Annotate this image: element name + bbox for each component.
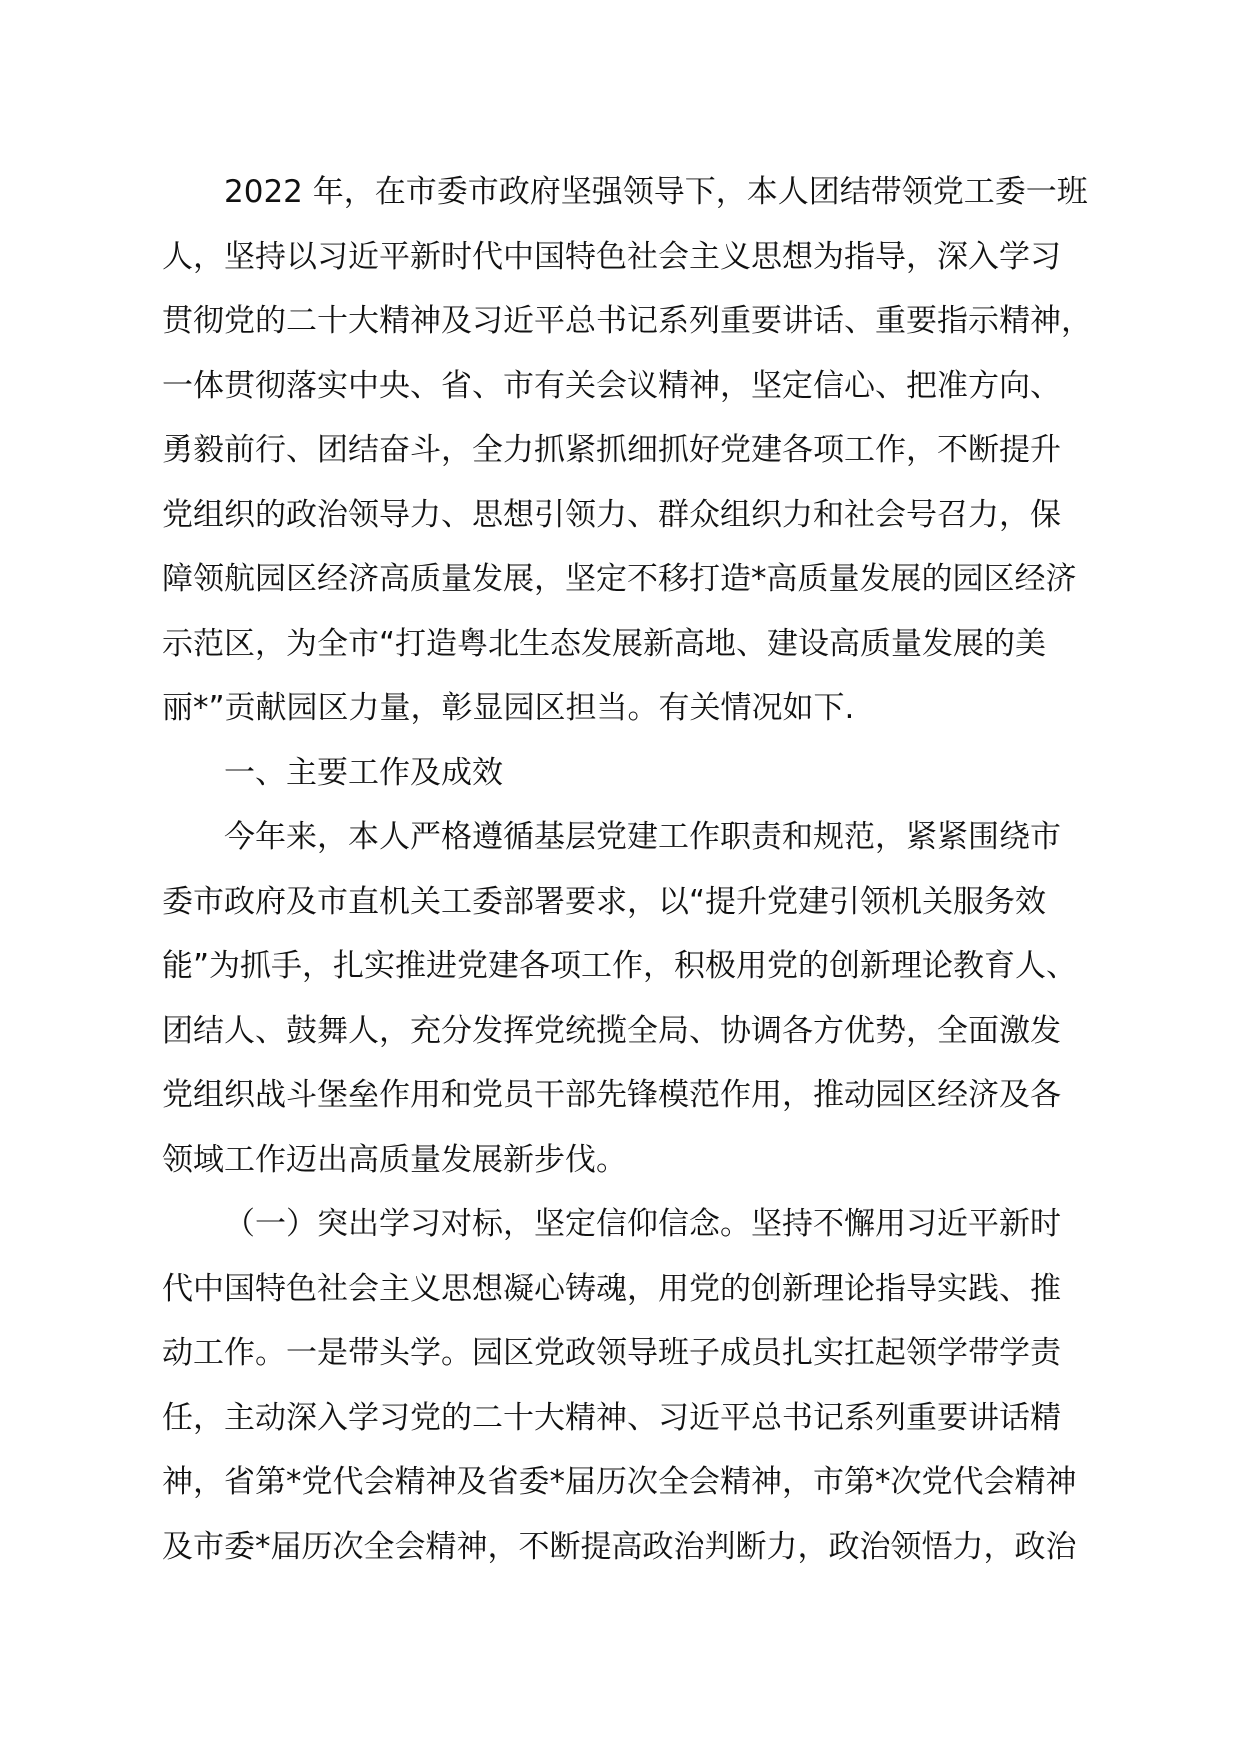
- text-line: 今年来，本人严格遵循基层党建工作职责和规范，紧紧围绕市: [224, 819, 1061, 855]
- document-body: [162, 170, 1122, 1589]
- text-line: 贯彻党的二十大精神及习近平总书记系列重要讲话、重要指示精神，: [162, 303, 1092, 339]
- text-line: 及市委*届历次全会精神，不断提高政治判断力，政治领悟力，政治: [162, 1528, 1077, 1565]
- text-line: 一、主要工作及成效: [224, 754, 503, 791]
- text-line: 一体贯彻落实中央、省、市有关会议精神，坚定信心、把准方向、: [162, 367, 1061, 404]
- text-line: 障领航园区经济高质量发展，坚定不移打造*高质量发展的园区经济: [162, 561, 1077, 597]
- text-line: 示范区，为全市“打造粤北生态发展新高地、建设高质量发展的美: [162, 625, 1047, 662]
- text-line: 团结人、鼓舞人，充分发挥党统揽全局、协调各方优势，全面激发: [162, 1012, 1061, 1049]
- text-line: 勇毅前行、团结奋斗，全力抓紧抓细抓好党建各项工作，不断提升: [162, 432, 1061, 468]
- text-line: 神，省第*党代会精神及省委*届历次全会精神，市第*次党代会精神: [162, 1464, 1077, 1500]
- text-line: 丽*”贡献园区力量，彰显园区担当。有关情况如下.: [162, 690, 855, 726]
- text-line: 能”为抓手，扎实推进党建各项工作，积极用党的创新理论教育人、: [162, 948, 1078, 984]
- text-line: 领域工作迈出高质量发展新步伐。: [162, 1141, 627, 1178]
- text-line: 代中国特色社会主义思想凝心铸魂，用党的创新理论指导实践、推: [162, 1270, 1061, 1307]
- text-line: 人，坚持以习近平新时代中国特色社会主义思想为指导，深入学习: [162, 238, 1061, 275]
- text-line: 动工作。一是带头学。园区党政领导班子成员扎实扛起领学带学责: [162, 1335, 1061, 1371]
- text-line: 党组织的政治领导力、思想引领力、群众组织力和社会号召力，保: [162, 496, 1061, 533]
- text-line: 党组织战斗堡垒作用和党员干部先锋模范作用，推动园区经济及各: [162, 1077, 1061, 1113]
- text-line: 委市政府及市直机关工委部署要求，以“提升党建引领机关服务效: [162, 883, 1047, 920]
- text-line: 任，主动深入学习党的二十大精神、习近平总书记系列重要讲话精: [162, 1399, 1061, 1436]
- text-line: 2022 年，在市委市政府坚强领导下，本人团结带领党工委一班: [224, 174, 1088, 210]
- text-line: （一）突出学习对标，坚定信仰信念。坚持不懈用习近平新时: [224, 1206, 1061, 1242]
